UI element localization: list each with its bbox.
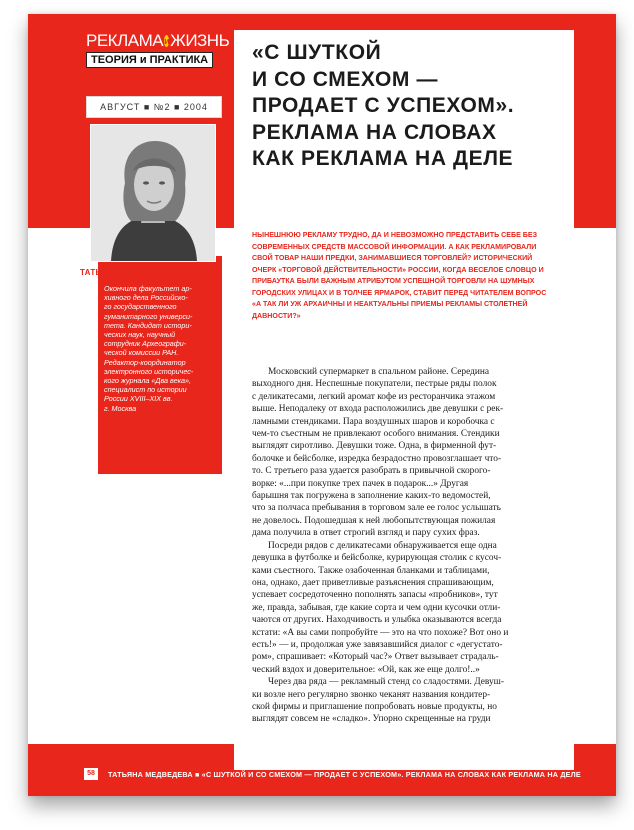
body-line: ворке: «...при покупке трех пачек в подарок...» Другая: [252, 478, 469, 489]
bio-line: ческой комиссии РАН.: [104, 348, 179, 358]
lead-line: ГОРОДСКИХ УЛИЦАХ И В ТОЛЧЕЕ ЯРМАРОК, СТАВИТ ПЕРЕД ЧИТАТЕЛЕМ ВОПРОС: [252, 288, 547, 297]
body-line: ческий вздох и доверительное: «Ой, как же еще долго!..»: [252, 664, 480, 675]
body-line: дама получила в ответ строгий взгляд и пару сухих фраз.: [252, 528, 480, 539]
bio-line: го государственного: [104, 302, 177, 312]
lead-line: «А ТАК ЛИ УЖ АРХАИЧНЫ И НЕАКТУАЛЬНЫ ПРИЕМЫ РЕКЛАМЫ СТОЛЕТНЕЙ: [252, 300, 528, 308]
title-line: «С ШУТКОЙ: [252, 41, 382, 64]
bio-line: сотрудник Археографи-: [104, 339, 187, 349]
bio-line: Окончила факультет ар-: [104, 284, 192, 293]
body-line: не довелось. Подошедшая к ней любопытствующая пожилая: [252, 515, 496, 526]
title-line: КАК РЕКЛАМА НА ДЕЛЕ: [252, 147, 514, 170]
logo-word-2: ЖИЗНЬ: [170, 31, 230, 50]
lead-line: НЫНЕШНЮЮ РЕКЛАМУ ТРУДНО, ДА И НЕВОЗМОЖНО ПРЕДСТАВИТЬ СЕБЕ БЕЗ: [252, 231, 538, 239]
author-bio: [104, 284, 218, 413]
article-lead: [252, 230, 554, 322]
bio-line: хивного дела Российско-: [104, 293, 188, 303]
issue-date: АВГУСТ ■ №2 ■ 2004: [86, 96, 222, 118]
lead-line: СОВРЕМЕННЫХ СРЕДСТВ МАССОВОЙ ИНФОРМАЦИИ. А КАК РЕКЛАМИРОВАЛИ: [252, 242, 537, 251]
body-line: чаются от других. Находчивость и улыбка оказываются всегда: [252, 615, 502, 626]
title-line: РЕКЛАМА НА СЛОВАХ: [252, 120, 497, 144]
body-line: Через два ряда — рекламный стенд со сладостями. Девуш-: [268, 677, 505, 688]
body-line: выглядят сиротливо. Девушки тоже. Одна, в фирменной фут-: [252, 441, 497, 452]
bio-line: России XVIII–XIX вв.: [104, 394, 173, 404]
body-line: ской фирмы и приглашение попробовать новые продукты, но: [252, 701, 497, 712]
running-title: ТАТЬЯНА МЕДВЕДЕВА ■ «С ШУТКОЙ И СО СМЕХОМ — ПРОДАЕТ С УСПЕХОМ». РЕКЛАМА НА СЛОВАХ КАК РЕКЛАМА НА ДЕЛЕ: [108, 770, 581, 779]
bio-line: гуманитарного универси-: [104, 311, 193, 321]
body-line: есть!» — и, продолжая уже завязавшийся диалог с «дегустато-: [252, 639, 503, 650]
body-line: что за полчаса пребывания в торговом зале ее голос услышать: [252, 503, 501, 514]
body-line: девушка в футболке и бейсболке, курирующая столик с кусоч-: [252, 553, 502, 564]
body-line: выше. Неподалеку от входа расположились две девушки с рек-: [252, 404, 504, 415]
body-line: барышня так погружена в заполнение каких-то ведомостей,: [252, 491, 491, 502]
body-line: выходного дня. Неспешные покупатели, пестрые ряды полок: [252, 379, 497, 390]
author-name: ТАТЬЯНА МЕДВЕДЕВА: [80, 268, 176, 277]
logo-amp-dot: и: [164, 36, 170, 46]
lead-line: ОЧЕРК «ТОРГОВОЙ ДЕЙСТВИТЕЛЬНОСТИ» РОССИИ, КОГДА ВЕСЕЛОЕ СЛОВЦО И: [252, 265, 544, 274]
bio-line: г. Москва: [104, 403, 137, 413]
bio-line: ческих наук, научный: [104, 330, 176, 340]
body-line: ламными стендиками. Пара воздушных шаров и коробочка с: [252, 416, 495, 427]
author-portrait-image: [91, 125, 215, 261]
body-line: Московский супермаркет в спальном районе. Середина: [268, 367, 490, 377]
body-line: ром», спрашивает: «Который час?» Ответ вызывает страдаль-: [252, 652, 499, 663]
body-line: Посреди рядов с деликатесами обнаруживается еще одна: [268, 540, 497, 551]
body-line: ками съестного. Также озабоченная бланками и таблицами,: [252, 565, 490, 576]
magazine-page: [28, 14, 616, 796]
body-line: кстати: «А вы сами попробуйте — это на что похоже? Вот оно и: [252, 627, 509, 638]
bio-line: специалист по истории: [104, 385, 187, 395]
title-line: И СО СМЕХОМ —: [252, 67, 439, 91]
body-line: же, правда, забывая, где какие сорта и чем одни кусочки отли-: [252, 602, 501, 613]
body-line: она, однако, дает приветливые разъяснения спрашивающим,: [252, 577, 494, 588]
logo-subtitle: ТЕОРИЯ и ПРАКТИКА: [86, 52, 213, 68]
page-number: 58: [84, 768, 98, 780]
lead-line: СВОЙ ТОВАР НАШИ ПРЕДКИ, ЗАНИМАВШИЕСЯ ТОРГОВЛЕЙ? ИСТОРИЧЕСКИЙ: [252, 254, 533, 262]
bio-line: электронного историчес-: [104, 366, 194, 376]
body-line: с деликатесами, легкий аромат кофе из ресторанчика этажом: [252, 391, 496, 402]
body-line: выглядят совсем не «сладко». Упорно скрещенные на груди: [252, 714, 491, 725]
body-line: болочке и бейсболке, изредка безрадостно провозглашает что-: [252, 453, 502, 464]
article-body: [252, 366, 554, 726]
body-line: чем-то съестным не привлекают особого внимания. Стендики: [252, 429, 500, 440]
article-title: [252, 40, 552, 173]
lead-line: ПРИБАУТКА БЫЛИ ВАЖНЫМ АТРИБУТОМ УСПЕШНОЙ ТОРГОВЛИ НА ШУМНЫХ: [252, 277, 535, 285]
bio-line: Редактор-координатор: [104, 357, 186, 367]
body-line: успевает сосредоточенно пополнять запасы «пробников», тут: [252, 590, 498, 601]
logo-word-1: РЕКЛАМА: [86, 31, 164, 50]
body-line: ки возле него регулярно звонко чеканят названия кондитер-: [252, 689, 491, 700]
lead-line: ДАВНОСТИ?»: [252, 311, 301, 320]
magazine-logo: [86, 31, 230, 76]
author-photo: [90, 124, 216, 262]
bio-line: тета. Кандидат истори-: [104, 320, 192, 330]
body-line: то. С третьего раза удается разобрать в привычной скорого-: [252, 466, 491, 477]
title-line: ПРОДАЕТ С УСПЕХОМ».: [252, 94, 515, 117]
bio-line: кого журнала «Два века»,: [104, 376, 192, 386]
